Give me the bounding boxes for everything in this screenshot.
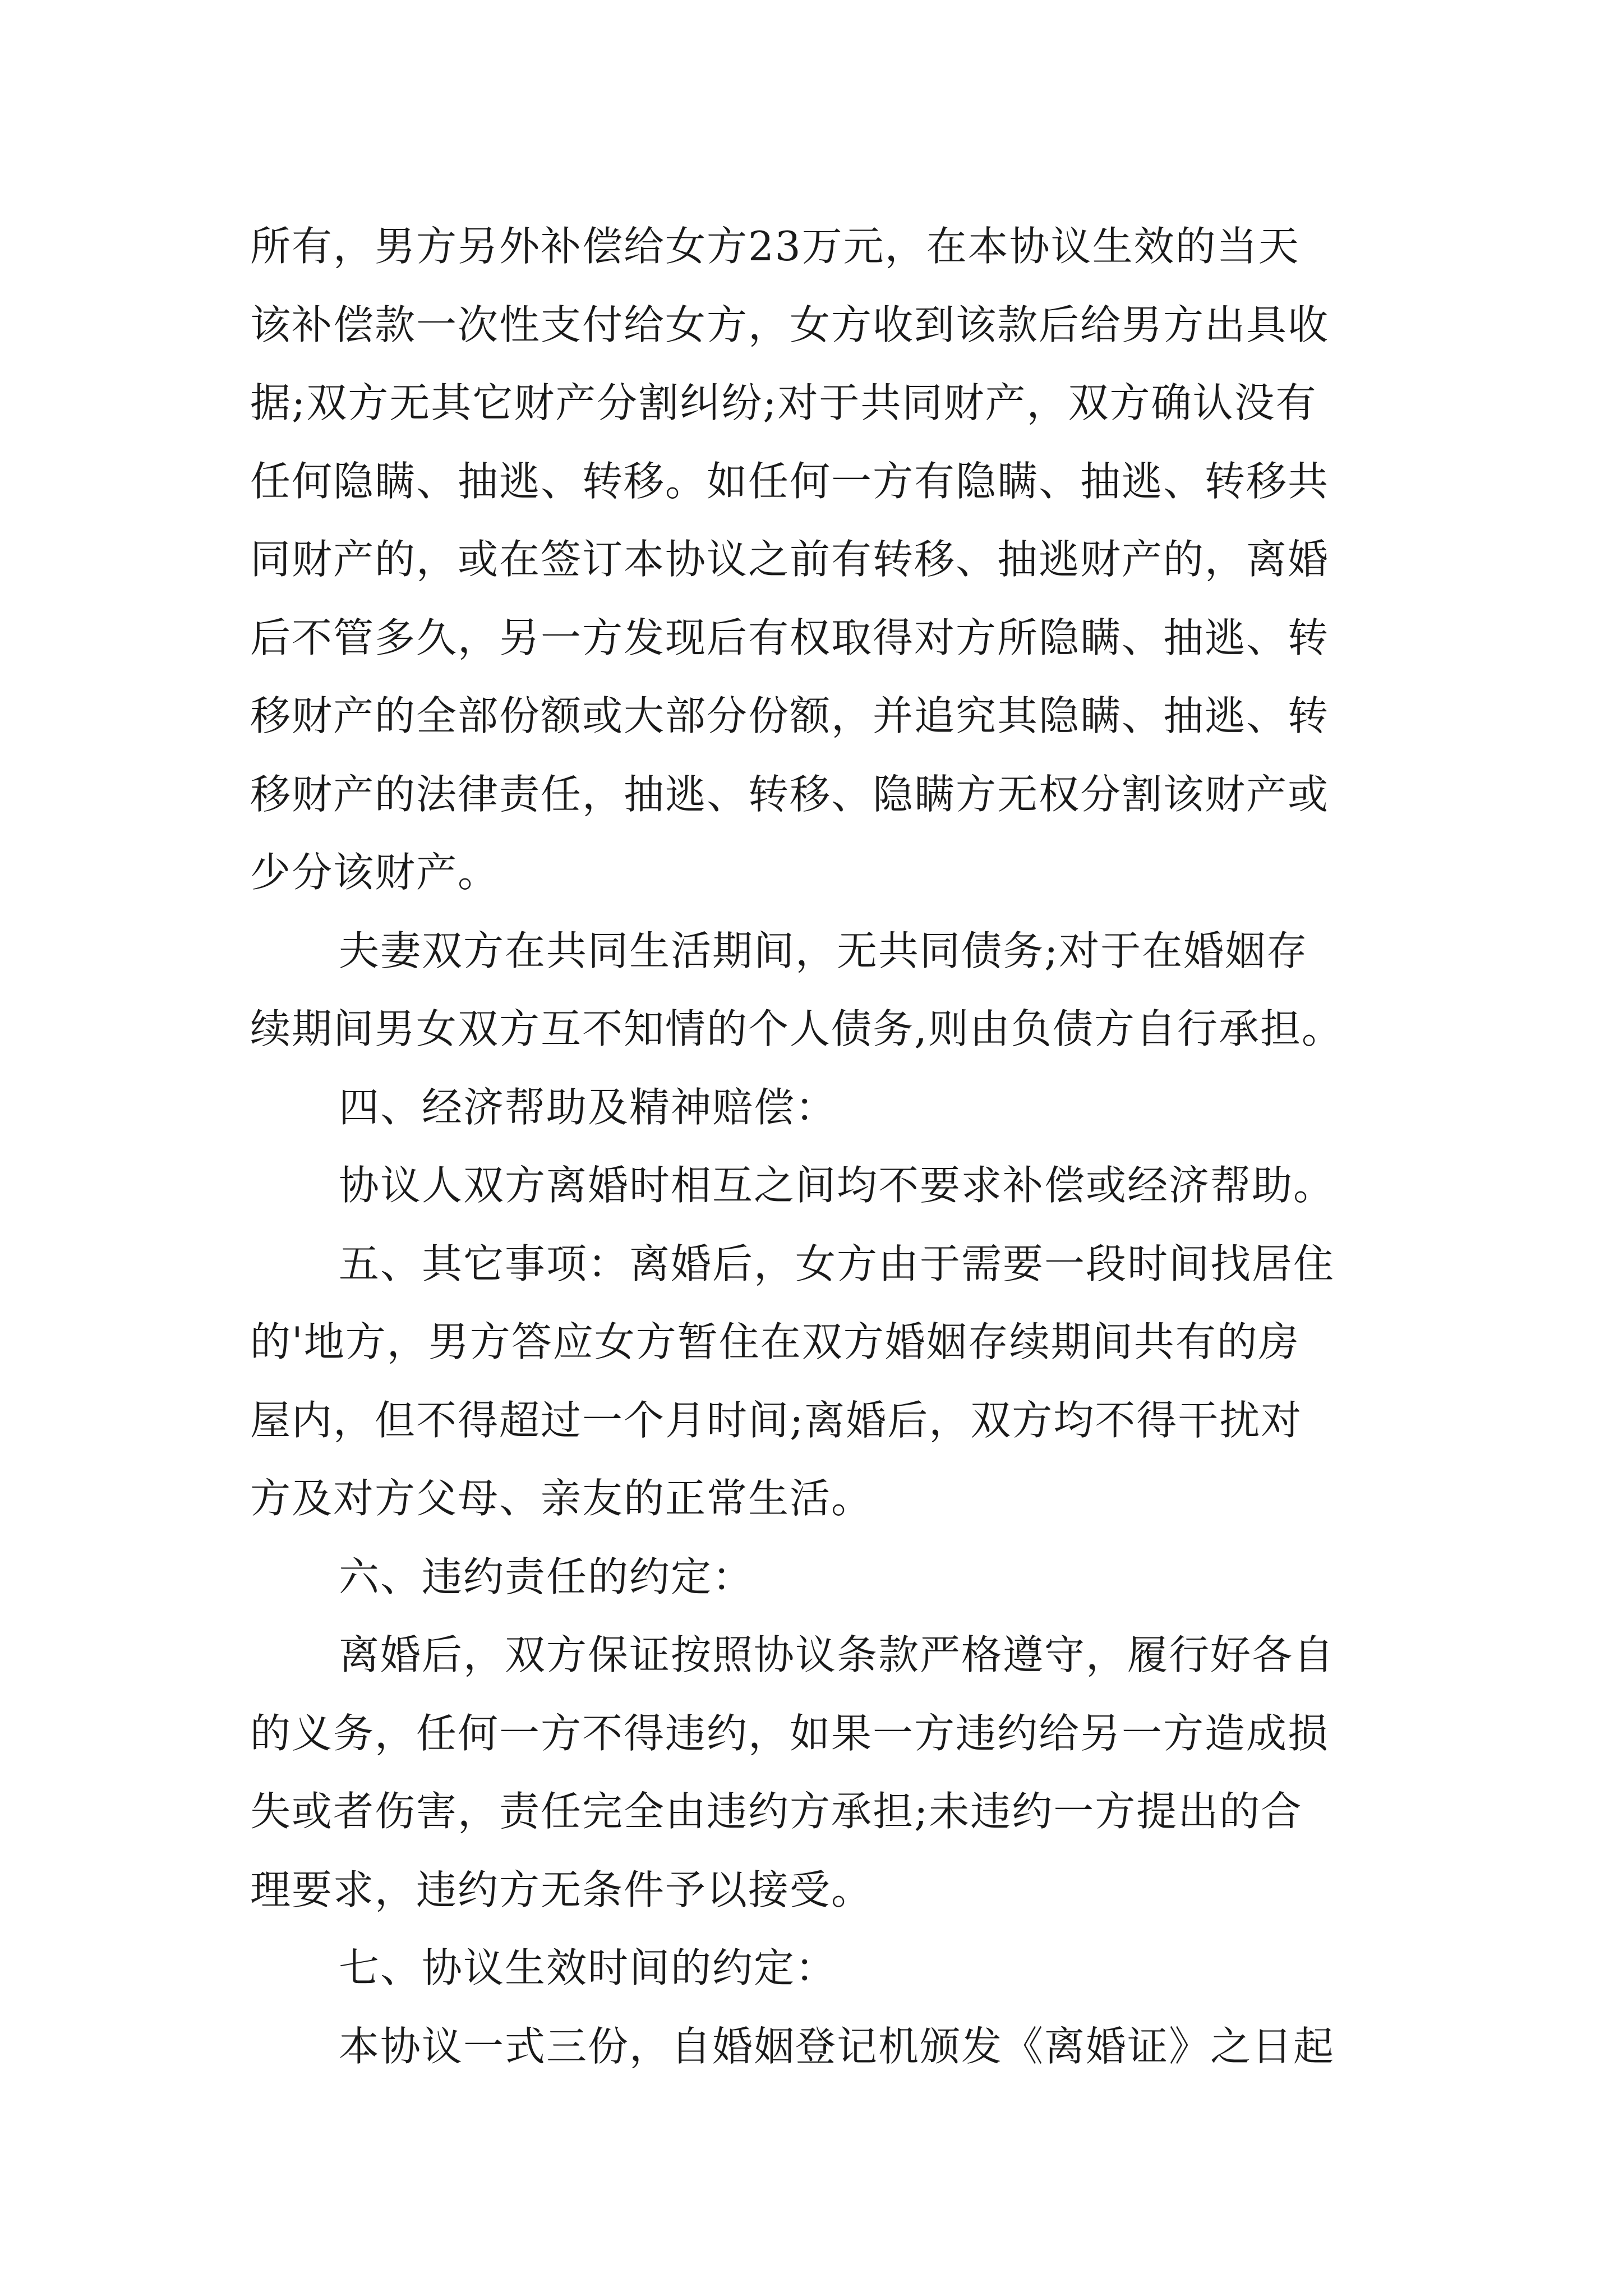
text-line: 六、违约责任的约定： — [339, 1553, 754, 1600]
text-line: 该补偿款一次性支付给女方，女方收到该款后给男方出具收 — [250, 301, 1330, 348]
text-line: 所有，男方另外补偿给女方23万元，在本协议生效的当天 — [250, 223, 1300, 270]
text-line: 四、经济帮助及精神赔偿： — [339, 1083, 837, 1131]
text-line: 屋内，但不得超过一个月时间;离婚后，双方均不得干扰对 — [250, 1396, 1303, 1444]
text-line: 的'地方，男方答应女方暂住在双方婚姻存续期间共有的房 — [250, 1318, 1300, 1365]
text-line: 失或者伤害，责任完全由违约方承担;未违约一方提出的合 — [250, 1788, 1303, 1835]
text-line: 的义务，任何一方不得违约，如果一方违约给另一方造成损 — [250, 1709, 1330, 1757]
text-line: 任何隐瞒、抽逃、转移。如任何一方有隐瞒、抽逃、转移共 — [250, 457, 1330, 505]
text-line: 本协议一式三份，自婚姻登记机颁发《离婚证》之日起 — [339, 2022, 1335, 2070]
text-line: 同财产的，或在签订本协议之前有转移、抽逃财产的，离婚 — [250, 536, 1330, 583]
document-body — [250, 208, 1383, 2086]
text-line: 理要求，违约方无条件予以接受。 — [250, 1866, 873, 1913]
text-line: 移财产的法律责任，抽逃、转移、隐瞒方无权分割该财产或 — [250, 770, 1330, 818]
text-line: 续期间男女双方互不知情的个人债务,则由负债方自行承担。 — [250, 1005, 1343, 1052]
text-line: 据;双方无其它财产分割纠纷;对于共同财产，双方确认没有 — [250, 379, 1317, 426]
text-line: 后不管多久，另一方发现后有权取得对方所隐瞒、抽逃、转 — [250, 614, 1330, 661]
text-line: 七、协议生效时间的约定： — [339, 1944, 837, 1991]
text-line: 方及对方父母、亲友的正常生活。 — [250, 1475, 873, 1522]
text-line: 协议人双方离婚时相互之间均不要求补偿或经济帮助。 — [339, 1162, 1335, 1209]
text-line: 少分该财产。 — [250, 849, 500, 896]
text-line: 夫妻双方在共同生活期间，无共同债务;对于在婚姻存 — [339, 927, 1308, 974]
text-line: 五、其它事项：离婚后，女方由于需要一段时间找居住 — [339, 1240, 1335, 1287]
text-line: 离婚后，双方保证按照协议条款严格遵守，履行好各自 — [339, 1631, 1335, 1678]
text-line: 移财产的全部份额或大部分份额，并追究其隐瞒、抽逃、转 — [250, 692, 1330, 739]
